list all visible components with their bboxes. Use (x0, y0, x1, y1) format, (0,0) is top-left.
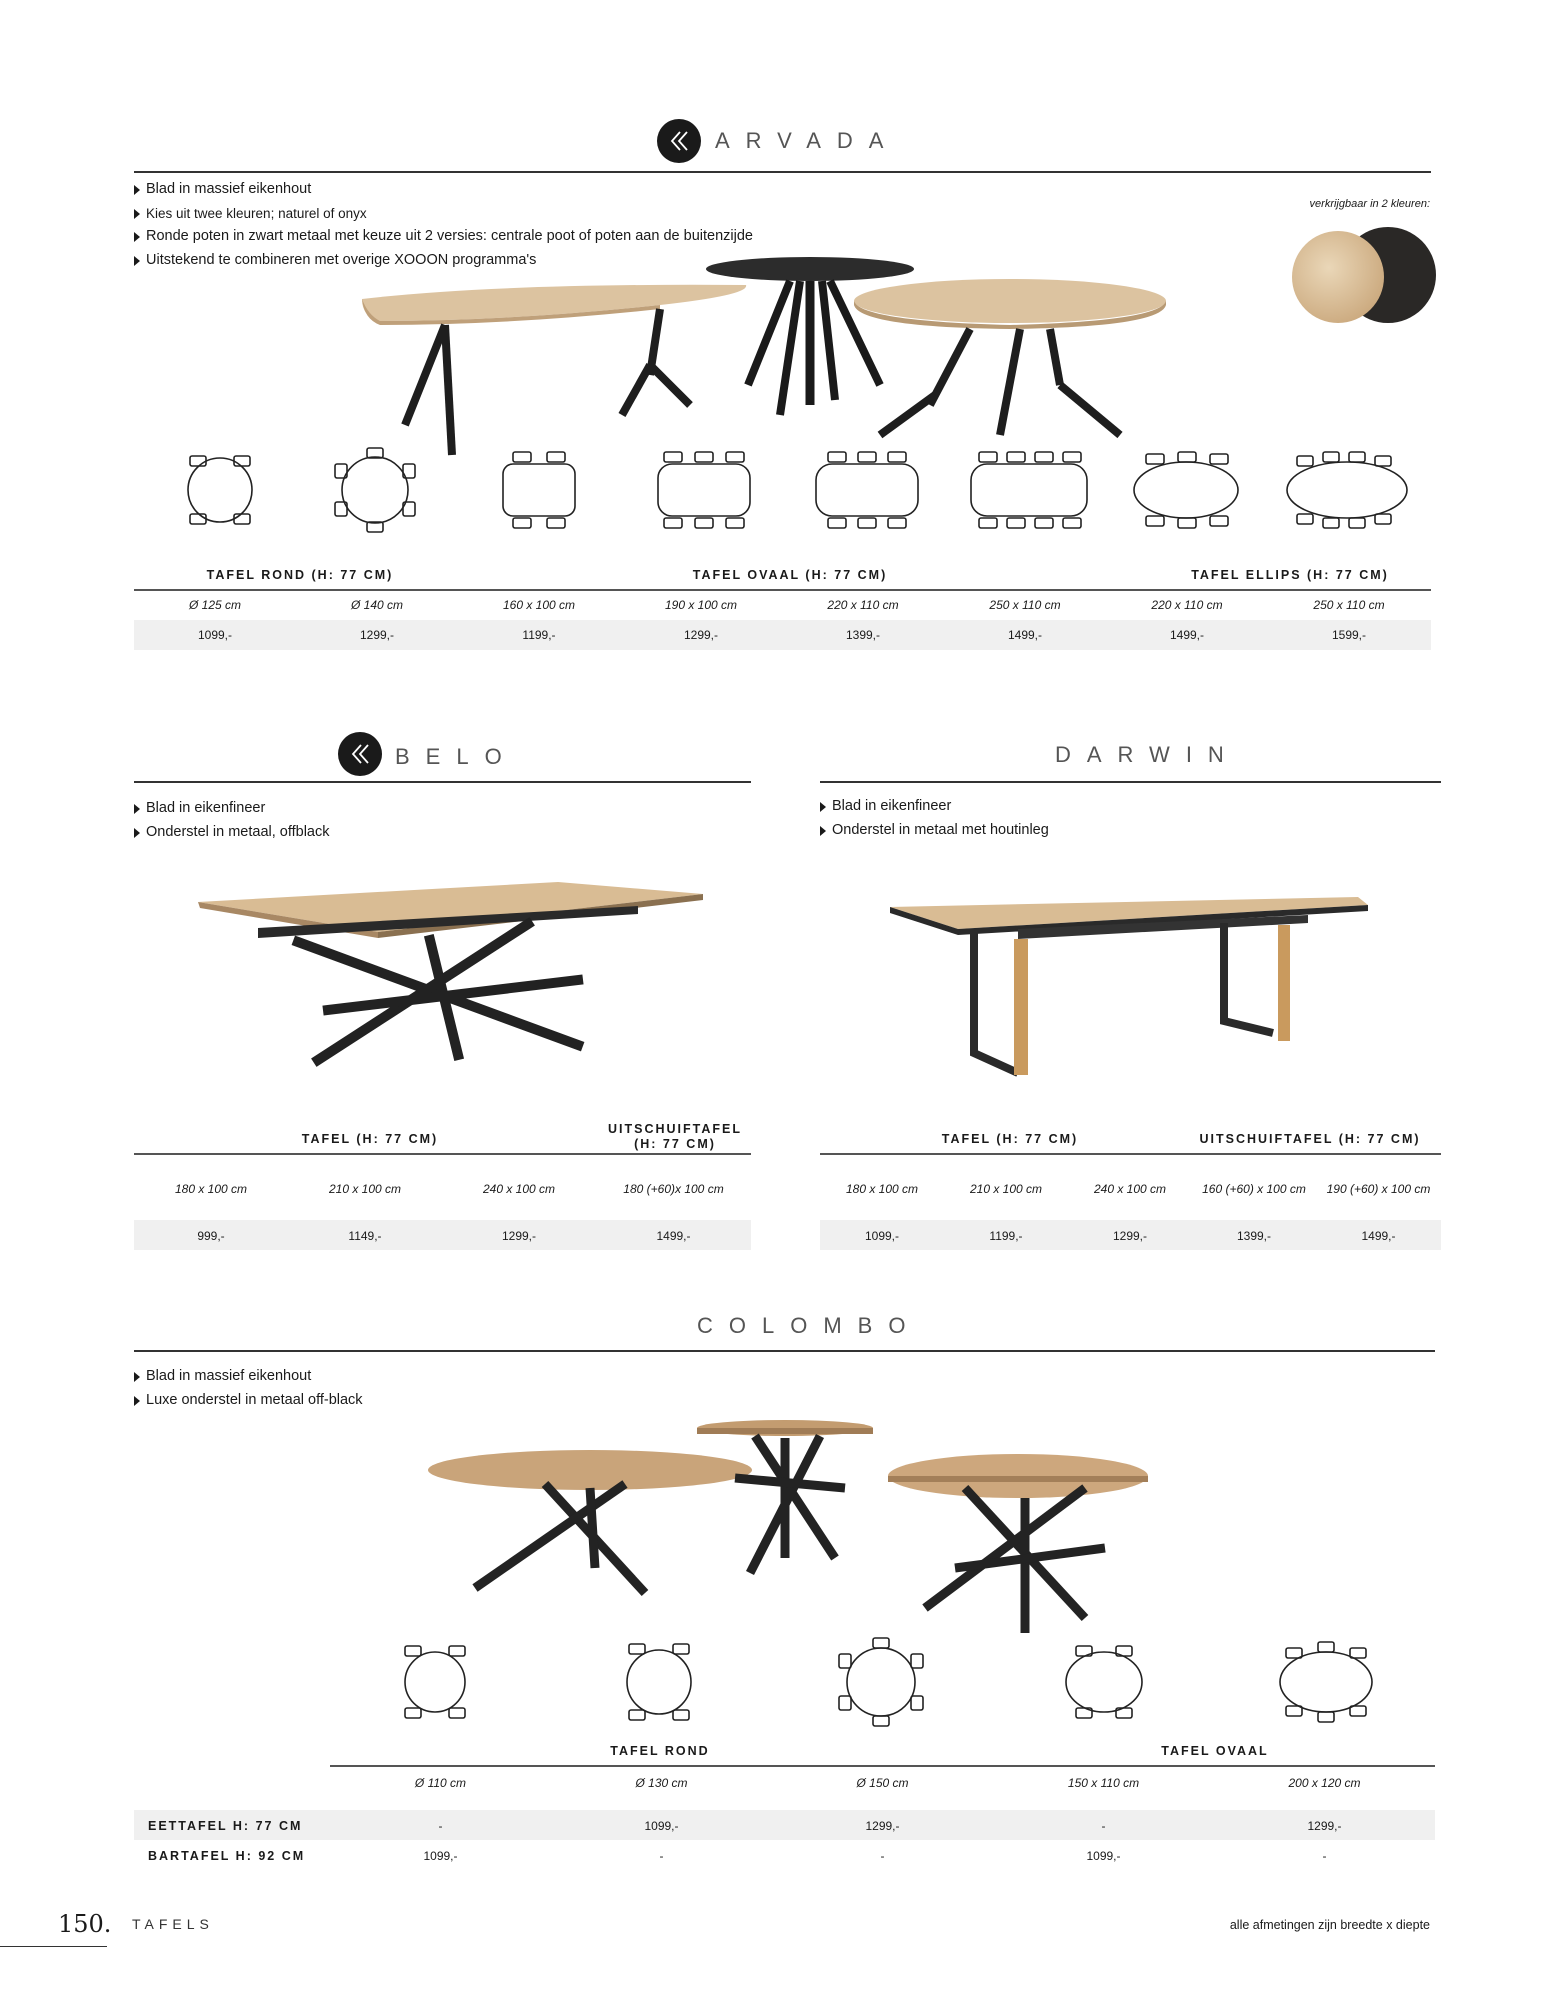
dim-cell: 190 x 100 cm (664, 598, 738, 612)
table-diagram (1066, 1646, 1142, 1718)
row-label: BARTAFEL H: 92 CM (148, 1849, 306, 1863)
table-diagram (627, 1644, 691, 1720)
price-cell: 1499,- (1169, 628, 1205, 642)
arvada-group-round: TAFEL ROND (H: 77 CM) (206, 568, 394, 582)
price-cell: 1099,- (644, 1819, 679, 1833)
price-cell: 1499,- (1007, 628, 1043, 642)
belo-group-uitschuif: UITSCHUIFTAFEL (607, 1122, 742, 1136)
darwin-group-uitschuif: UITSCHUIFTAFEL (H: 77 CM) (1199, 1132, 1421, 1146)
price-cell: 1199,- (522, 628, 556, 642)
arvada-layout-diagrams (160, 440, 1430, 540)
colombo-title: COLOMBO (697, 1313, 922, 1338)
dim-cell: 240 x 100 cm (1093, 1182, 1167, 1196)
table-diagram (503, 452, 575, 528)
feature-item: Uitstekend te combineren met overige XOOON programma's (134, 249, 954, 273)
dim-cell: 200 x 120 cm (1288, 1776, 1361, 1790)
price-cell: 1599,- (1331, 628, 1367, 642)
price-cell: 1099,- (197, 628, 233, 642)
price-cell: - (1322, 1849, 1327, 1863)
dim-cell: 150 x 110 cm (1067, 1776, 1140, 1790)
dim-cell: 210 x 100 cm (969, 1182, 1043, 1196)
dim-cell: 210 x 100 cm (328, 1182, 402, 1196)
page-number-rule (0, 1946, 107, 1947)
colombo-group-rond: TAFEL ROND (610, 1744, 710, 1758)
dim-cell: 190 (+60) x 100 cm (1326, 1182, 1431, 1196)
colombo-layout-diagrams (385, 1632, 1405, 1728)
price-cell: 1499,- (1361, 1229, 1396, 1243)
table-diagram (188, 456, 252, 524)
colombo-row-eettafel (134, 1810, 1435, 1840)
belo-table-rule (134, 1153, 751, 1155)
price-cell: 999,- (197, 1229, 225, 1243)
price-cell: - (659, 1849, 664, 1863)
price-cell: 1099,- (423, 1849, 458, 1863)
colombo-product-photo (425, 1418, 1165, 1658)
darwin-product-photo (888, 893, 1370, 1088)
dim-cell: 180 x 100 cm (845, 1182, 919, 1196)
feature-item: Ronde poten in zwart metaal met keuze uit 2 versies: centrale poot of poten aan de buitenzijde (134, 225, 954, 249)
belo-logo (338, 732, 382, 776)
table-diagram (816, 452, 918, 528)
dim-cell: Ø 110 cm (414, 1776, 467, 1790)
table-diagram (971, 452, 1087, 528)
colors-note: verkrijgbaar in 2 kleuren: (1309, 198, 1430, 210)
price-cell: 1299,- (1307, 1819, 1342, 1833)
price-cell: - (880, 1849, 885, 1863)
colombo-dims-row (330, 1776, 1435, 1798)
dim-cell: 250 x 110 cm (989, 598, 1061, 612)
price-cell: 1099,- (1086, 1849, 1121, 1863)
feature-item: Blad in eikenfineer (134, 797, 694, 821)
colombo-row-bartafel (134, 1840, 1435, 1870)
belo-product-photo (198, 880, 703, 1080)
feature-item: Blad in massief eikenhout (134, 1365, 694, 1389)
double-chevron-left-icon (338, 732, 382, 776)
price-cell: 1499,- (656, 1229, 691, 1243)
dim-cell: 250 x 110 cm (1313, 598, 1385, 612)
page-number: 150. (58, 1910, 112, 1938)
price-cell: 1199,- (989, 1229, 1023, 1243)
dim-cell: 220 x 110 cm (827, 598, 899, 612)
arvada-title-rule (134, 171, 1431, 173)
arvada-title: ARVADA (715, 128, 900, 153)
price-cell: 1299,- (683, 628, 719, 642)
belo-dims-row (134, 1182, 751, 1204)
belo-feature-list (134, 797, 694, 844)
dim-cell: 240 x 100 cm (482, 1182, 556, 1196)
feature-item: Onderstel in metaal met houtinleg (820, 819, 1380, 843)
colombo-title-rule (134, 1350, 1435, 1352)
double-chevron-left-icon (657, 119, 701, 163)
feature-item: Luxe onderstel in metaal off-black (134, 1389, 694, 1413)
arvada-dims-row (134, 598, 1431, 620)
table-diagram (335, 448, 415, 532)
table-diagram (658, 452, 750, 528)
colombo-feature-list (134, 1365, 694, 1412)
price-cell: 1399,- (1236, 1229, 1272, 1243)
feature-item: Blad in eikenfineer (820, 795, 1380, 819)
color-swatches (1290, 225, 1436, 325)
dim-cell: Ø 150 cm (856, 1776, 909, 1790)
price-cell: 1299,- (865, 1819, 900, 1833)
darwin-feature-list (820, 795, 1380, 842)
arvada-product-photo (360, 255, 1210, 465)
dim-cell: 180 x 100 cm (174, 1182, 248, 1196)
dim-cell: Ø 125 cm (188, 598, 242, 612)
belo-prices-row (134, 1220, 751, 1250)
table-diagram (1134, 452, 1238, 528)
price-cell: 1299,- (359, 628, 395, 642)
colombo-group-ovaal: TAFEL OVAAL (1161, 1744, 1269, 1758)
price-cell: 1299,- (501, 1229, 537, 1243)
footer-section: TAFELS (132, 1916, 214, 1932)
dim-cell: 220 x 110 cm (1151, 598, 1223, 612)
colombo-table-rule (330, 1765, 1435, 1767)
dim-cell: 180 (+60)x 100 cm (623, 1182, 724, 1196)
darwin-table-rule (820, 1153, 1441, 1155)
dim-cell: 160 (+60) x 100 cm (1202, 1182, 1306, 1196)
dim-cell: 160 x 100 cm (502, 598, 576, 612)
darwin-title-rule (820, 781, 1441, 783)
dim-cell: Ø 140 cm (350, 598, 404, 612)
arvada-prices-row (134, 620, 1431, 650)
price-cell: 1299,- (1112, 1229, 1148, 1243)
table-diagram (405, 1646, 465, 1718)
price-cell: 1099,- (864, 1229, 900, 1243)
darwin-dims-row (820, 1182, 1441, 1204)
belo-title: BELO (395, 744, 518, 769)
price-cell: 1149,- (348, 1229, 382, 1243)
footer-note: alle afmetingen zijn breedte x diepte (1229, 1918, 1430, 1932)
darwin-title: DARWIN (1055, 742, 1240, 767)
table-diagram (839, 1638, 923, 1726)
table-diagram (1287, 452, 1407, 528)
arvada-group-ellips: TAFEL ELLIPS (H: 77 CM) (1191, 568, 1389, 582)
feature-item: Blad in massief eikenhout (134, 178, 954, 202)
naturel-swatch (1292, 231, 1384, 323)
belo-group-uitschuif-height: (H: 77 CM) (634, 1137, 716, 1151)
feature-item: Onderstel in metaal, offblack (134, 821, 694, 845)
feature-item: Kies uit twee kleuren; naturel of onyx (134, 202, 954, 226)
darwin-prices-row (820, 1220, 1441, 1250)
belo-title-rule (134, 781, 751, 783)
table-diagram (1280, 1642, 1372, 1722)
row-label: EETTAFEL H: 77 CM (148, 1819, 303, 1833)
arvada-group-oval: TAFEL OVAAL (H: 77 CM) (692, 568, 888, 582)
arvada-table-rule (134, 589, 1431, 591)
darwin-group-tafel: TAFEL (H: 77 CM) (941, 1132, 1079, 1146)
price-cell: - (1101, 1819, 1106, 1833)
dim-cell: Ø 130 cm (635, 1776, 688, 1790)
arvada-logo (657, 119, 701, 163)
price-cell: 1399,- (845, 628, 881, 642)
price-cell: - (438, 1819, 443, 1833)
belo-group-tafel: TAFEL (H: 77 CM) (301, 1132, 439, 1146)
